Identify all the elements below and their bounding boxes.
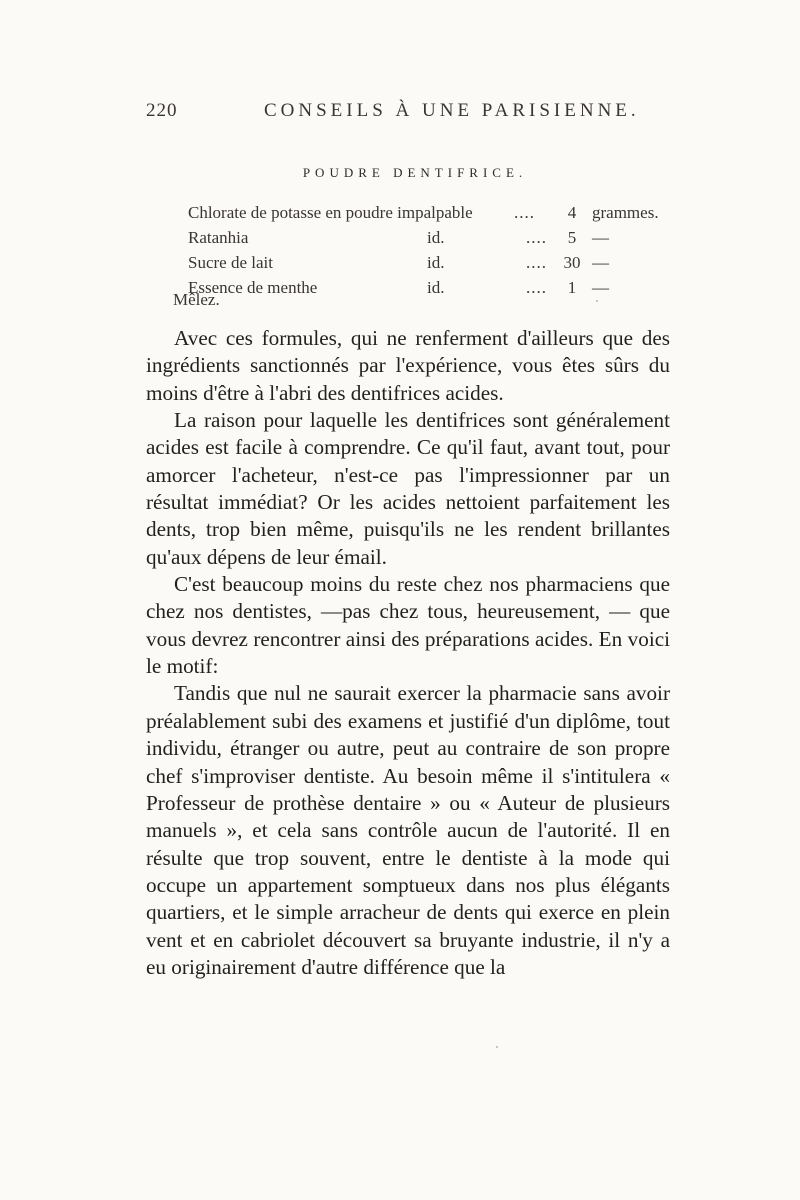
recipe-instruction: Mêlez. — [173, 290, 220, 309]
ingredient-name: Essence de menthe — [188, 278, 318, 297]
ingredient-name: Sucre de lait — [188, 253, 273, 272]
ingredient-name: Ratanhia — [188, 228, 249, 247]
ingredient-unit: — — [592, 228, 609, 247]
ingredient-leader-dots: .... — [514, 203, 535, 222]
ingredient-name: Chlorate de potasse en poudre impalpable — [188, 203, 473, 222]
running-head — [146, 100, 670, 130]
ingredient-unit: — — [592, 278, 609, 297]
ingredient-quantity: 1 — [567, 278, 577, 297]
ingredient-form: id. — [427, 253, 445, 272]
ingredient-unit: grammes. — [592, 203, 659, 222]
ingredient-unit: — — [592, 253, 609, 272]
body-text — [146, 325, 670, 981]
paragraph: Avec ces formules, qui ne renferment d'ailleurs que des ingrédients sanctionnés par l'expérience, vous êtes sûrs du moins d'être à l'abri des dentifrices acides. — [146, 326, 670, 405]
ingredient-leader-dots: .... — [526, 278, 547, 297]
page-number: 220 — [146, 100, 178, 121]
ingredient-form: id. — [427, 278, 445, 297]
ingredient-quantity: 4 — [567, 203, 577, 222]
ingredient-form: id. — [427, 228, 445, 247]
paragraph: Tandis que nul ne saurait exercer la pharmacie sans avoir préalablement subi des examens et justifié d'un diplôme, tout individu, étranger ou autre, peut au contraire de son propre chef s'improviser dentiste. Au besoin même il s'intitulera « Professeur de prothèse dentaire » ou « Auteur de plusieurs manuels », et cela sans contrôle aucun de l'autorité. Il en résulte que trop souvent, entre le dentiste à la mode qui occupe un appartement somptueux dans nos plus élégants quartiers, et le simple arracheur de dents qui exerce en plein vent et en cabriolet découvert sa bruyante industrie, il n'y a eu originairement d'autre différence que la — [146, 681, 670, 979]
paragraph: La raison pour laquelle les dentifrices sont généralement acides est facile à comprendre. Ce qu'il faut, avant tout, pour amorcer l'acheteur, n'est-ce pas l'impressionner par un résultat immédiat? Or les acides nettoient parfaitement les dents, trop bien même, puisqu'ils ne les rendent brillantes qu'aux dépens de leur émail. — [146, 408, 670, 569]
ingredient-row — [188, 225, 688, 250]
ingredient-row — [188, 200, 688, 225]
ingredient-leader-dots: .... — [526, 228, 547, 247]
ingredient-quantity: 5 — [567, 228, 577, 247]
recipe-title: POUDRE DENTIFRICE. — [302, 165, 528, 180]
paper-speck — [496, 1046, 498, 1048]
running-title: CONSEILS À UNE PARISIENNE. — [264, 100, 640, 121]
ingredient-list — [188, 200, 688, 300]
ingredient-leader-dots: .... — [526, 253, 547, 272]
ingredient-row — [188, 250, 688, 275]
ingredient-row — [188, 275, 688, 300]
ingredient-quantity: 30 — [563, 253, 581, 272]
paper-speck — [596, 300, 598, 302]
paragraph: C'est beaucoup moins du reste chez nos pharmaciens que chez nos dentistes, —pas chez tous, heureusement, — que vous devrez rencontrer ainsi des préparations acides. En voici le motif: — [146, 572, 670, 679]
